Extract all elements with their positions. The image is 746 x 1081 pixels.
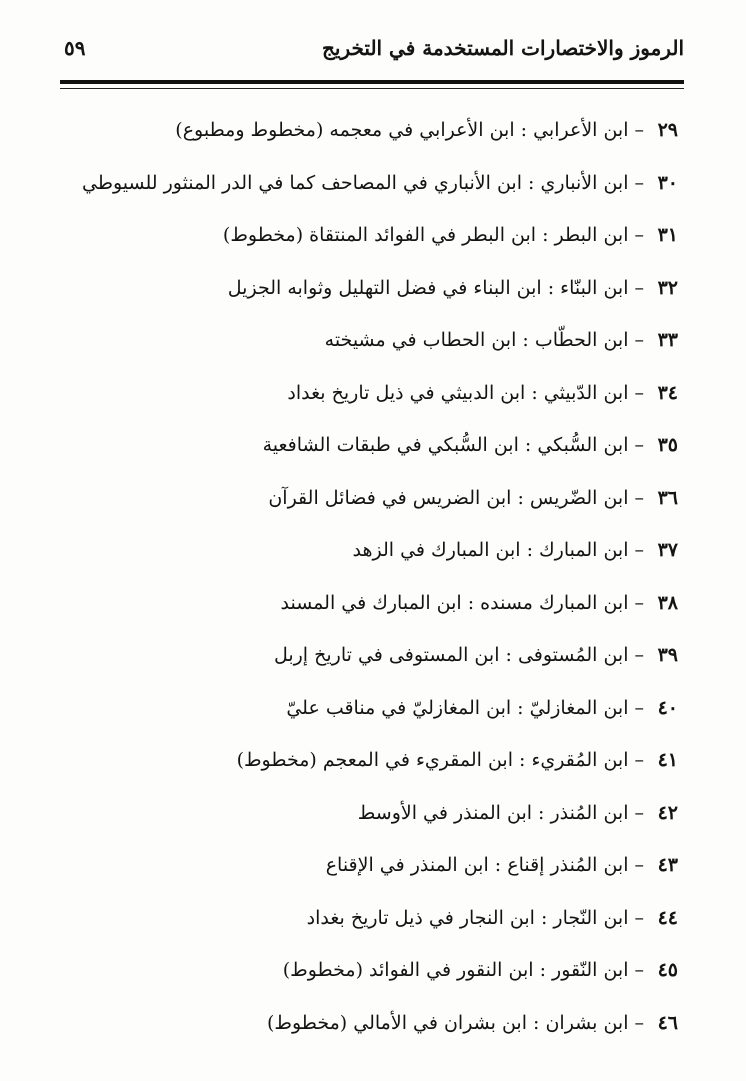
entry-text: ابن المُقريء : ابن المقريء في المعجم (مخطوط) (236, 749, 629, 771)
list-item (78, 577, 678, 630)
list-item (78, 419, 678, 472)
entry-text: ابن الأنباري : ابن الأنباري في المصاحف كما في الدر المنثور للسيوطي (82, 171, 629, 194)
entry-dash: – (634, 959, 644, 981)
entry-text: ابن المُنذر : ابن المنذر في الأوسط (357, 801, 629, 824)
entry-dash: – (634, 224, 644, 246)
entry-number: ٣٦ (657, 486, 678, 509)
list-item (78, 472, 678, 525)
entry-text: ابن الحطّاب : ابن الحطاب في مشيخته (324, 329, 629, 351)
entry-text: ابن السُّبكي : ابن السُّبكي في طبقات الشافعية (262, 434, 629, 456)
entry-number: ٣٧ (657, 539, 678, 561)
entry-dash: – (634, 696, 644, 719)
entry-dash: – (634, 171, 644, 194)
list-item (78, 209, 678, 262)
list-item (78, 734, 678, 787)
entry-number: ٢٩ (657, 119, 678, 141)
entry-dash: – (634, 434, 644, 456)
entry-text: ابن المغازليّ : ابن المغازليّ في مناقب عليّ (286, 696, 629, 719)
entry-number: ٣٢ (657, 276, 678, 299)
entry-number: ٣٣ (657, 329, 678, 351)
list-item (78, 892, 678, 945)
list-item (78, 682, 678, 735)
list-item (78, 157, 678, 210)
entry-dash: – (634, 854, 644, 876)
entry-text: ابن الأعرابي : ابن الأعرابي في معجمه (مخطوط ومطبوع) (175, 119, 629, 141)
entry-number: ٣٨ (657, 591, 678, 614)
entry-text: ابن المبارك : ابن المبارك في الزهد (352, 539, 629, 561)
entry-text: ابن النّجار : ابن النجار في ذيل تاريخ بغداد (306, 906, 629, 929)
entry-dash: – (634, 329, 644, 351)
list-item (78, 524, 678, 577)
list-item (78, 787, 678, 840)
entry-text: ابن البطر : ابن البطر في الفوائد المنتقاة (مخطوط) (222, 224, 629, 246)
entry-dash: – (634, 749, 644, 771)
running-title: الرموز والاختصارات المستخدمة في التخريج (321, 36, 684, 60)
entry-number: ٤٦ (657, 1011, 678, 1034)
entry-text: ابن النّقور : ابن النقور في الفوائد (مخطوط) (282, 959, 629, 981)
list-item (78, 944, 678, 997)
entry-number: ٣٠ (657, 171, 678, 194)
entry-number: ٣٤ (657, 381, 678, 404)
entry-number: ٤٤ (657, 906, 678, 929)
list-item (78, 104, 678, 157)
entry-number: ٤٣ (657, 854, 678, 876)
list-item (78, 997, 678, 1050)
list-item (78, 629, 678, 682)
entry-dash: – (634, 486, 644, 509)
entry-dash: – (634, 119, 644, 141)
entry-dash: – (634, 801, 644, 824)
header-rule-thick (60, 80, 684, 84)
header-rule-thin (60, 88, 684, 89)
entry-text: ابن بشران : ابن بشران في الأمالي (مخطوط) (266, 1011, 629, 1034)
entry-number: ٤٥ (657, 959, 678, 981)
abbreviation-list (78, 104, 678, 1049)
list-item (78, 314, 678, 367)
list-item (78, 262, 678, 315)
entry-text: ابن المُنذر إقناع : ابن المنذر في الإقناع (325, 854, 629, 876)
entry-number: ٣٩ (657, 644, 678, 666)
entry-text: ابن المُستوفى : ابن المستوفى في تاريخ إربل (273, 644, 629, 666)
entry-dash: – (634, 644, 644, 666)
entry-dash: – (634, 1011, 644, 1034)
page-header (60, 30, 684, 82)
entry-number: ٤٢ (657, 801, 678, 824)
entry-text: ابن المبارك مسنده : ابن المبارك في المسند (280, 591, 629, 614)
entry-dash: – (634, 906, 644, 929)
entry-text: ابن البنّاء : ابن البناء في فضل التهليل وثوابه الجزيل (227, 276, 629, 299)
list-item (78, 367, 678, 420)
page-number: ٥٩ (64, 36, 86, 60)
entry-text: ابن الدّبيثي : ابن الدبيثي في ذيل تاريخ بغداد (287, 381, 629, 404)
entry-number: ٣١ (657, 224, 678, 246)
entry-dash: – (634, 591, 644, 614)
entry-dash: – (634, 381, 644, 404)
list-item (78, 839, 678, 892)
entry-number: ٣٥ (657, 434, 678, 456)
entry-number: ٤٠ (657, 696, 678, 719)
entry-text: ابن الضّريس : ابن الضريس في فضائل القرآن (268, 486, 629, 509)
entry-number: ٤١ (657, 749, 678, 771)
entry-dash: – (634, 276, 644, 299)
entry-dash: – (634, 539, 644, 561)
